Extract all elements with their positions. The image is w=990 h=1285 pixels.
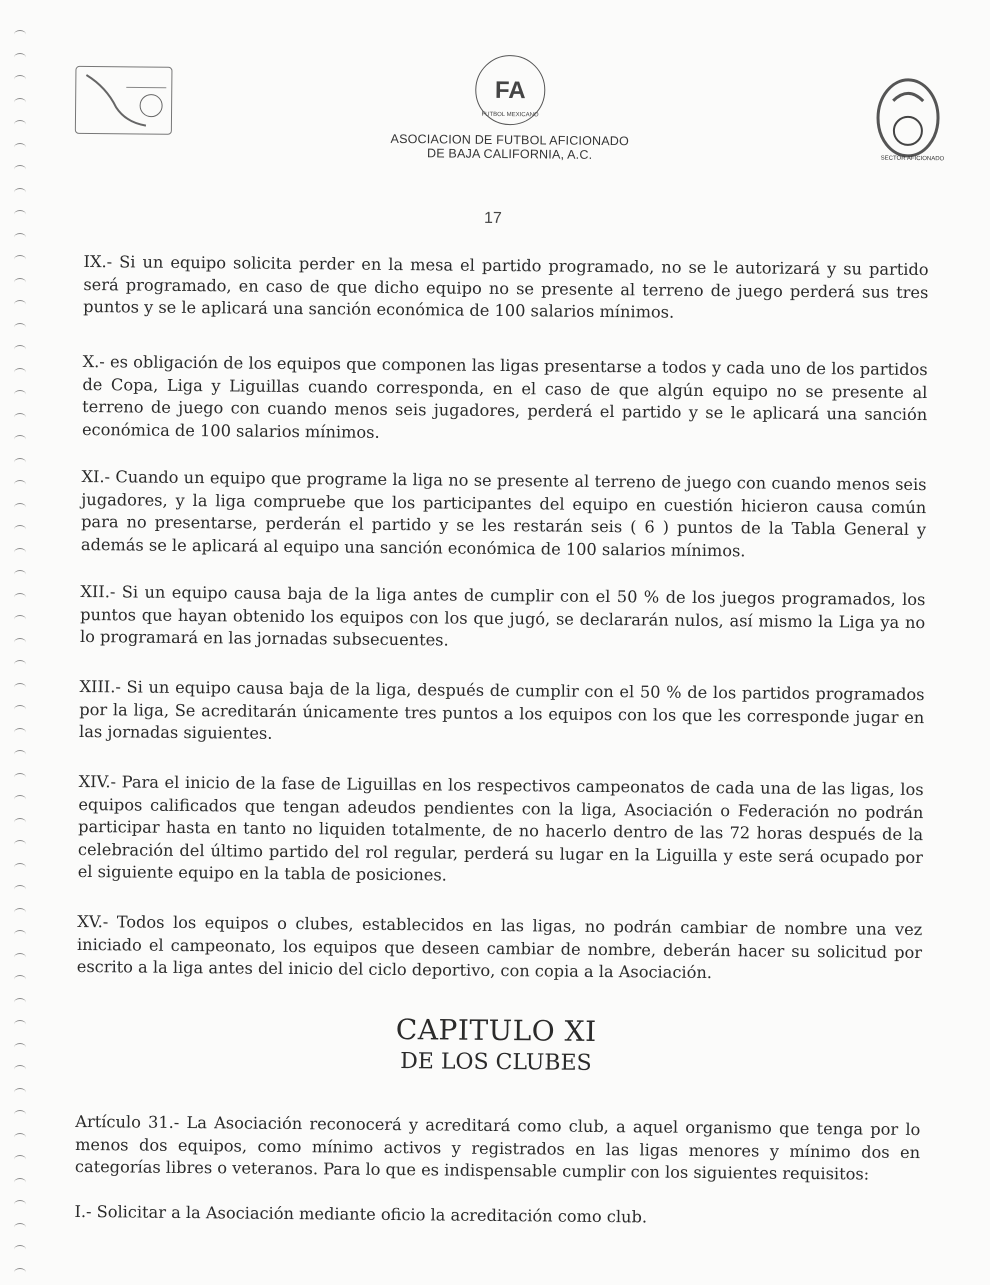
mexico-crest-logo — [873, 76, 944, 167]
paragraph-number: X.- — [83, 352, 105, 371]
organization-name — [335, 131, 685, 162]
requirement-i — [74, 1201, 919, 1232]
paragraph-text: Cuando un equipo que programe la liga no se presente al terreno de juego con cuando menos seis jugadores, y la liga compruebe que los participantes del equipo en cuestión hicieron causa común para no presentarse, perderán el partido y se les restarán seis ( 6 ) puntos de la Tabla General y además se le aplicará al equipo una sanción económica de 100 salarios mínimos. — [81, 467, 927, 560]
paragraph-text: Si un equipo solicita perder en la mesa el partido programado, no se le autorizará y su partido será programado, en caso de que dicho equipo no se presente al terreno de juego perderá sus tres puntos y se le aplicará una sanción económica de 100 salarios mínimos. — [83, 252, 929, 321]
baja-california-logo — [75, 66, 173, 135]
requirement-text: Solicitar a la Asociación mediante oficio la acreditación como club. — [97, 1202, 648, 1226]
paragraph-number: XII.- — [80, 582, 115, 601]
sector-caption: SECTOR AFICIONADO — [881, 156, 945, 163]
article-number: Artículo 31.- — [75, 1112, 179, 1132]
paragraph-xi — [81, 466, 927, 564]
paragraph-number: XIII.- — [79, 677, 121, 696]
paragraph-text: es obligación de los equipos que componen las ligas presentarse a todos y cada uno de los partidos de Copa, Liga y Liguillas cuando corresponda, en el caso de que algún equipo no se presente al terreno de juego con cuando menos seis jugadores, perderá el partido y se le aplicará una sanción económica de 100 salarios mínimos. — [82, 352, 928, 441]
paragraph-number: XV.- — [77, 912, 108, 931]
paragraph-text: Para el inicio de la fase de Liguillas en los respectivos campeonatos de cada una de las ligas, los equipos calificados que tengan adeudos pendientes con la liga, Asociación o Federación no podrán participar hasta en tanto no liquiden totalmente, de no hacerlo dentro de las 72 horas después de la celebración del último partido del rol regular, perderá su lugar en la Liguilla y este será ocupado por el siguiente equipo en la tabla de posiciones. — [78, 772, 924, 884]
article-text: La Asociación reconocerá y acreditará como club, a aquel organismo que tenga por lo menos dos equipos, como mínimo activos y registrados en las ligas menores y mínimo dos en categorías libres o veteranos. Para lo que es indispensable cumplir con los siguientes requisitos: — [75, 1113, 921, 1184]
chapter-subtitle: DE LOS CLUBES — [0, 1045, 990, 1080]
fmf-logo — [475, 55, 546, 126]
paragraph-x — [82, 351, 928, 449]
svg-text:FA: FA — [495, 77, 526, 104]
paragraph-text: Todos los equipos o clubes, establecidos en las ligas, no podrán cambiar de nombre una vez iniciado el campeonato, los equipos que deseen cambiar de nombre, deberán hacer su solicitud por escrito a la liga antes del inicio del ciclo deportivo, con copia a la Asociación. — [77, 912, 923, 982]
chapter-title: CAPITULO XI — [0, 1009, 990, 1052]
paragraph-xiv — [78, 771, 924, 892]
paragraph-text: Si un equipo causa baja de la liga, después de cumplir con el 50 % de los partidos programados por la liga, Se acreditarán únicamente tres puntos a los equipos con los que les corresponde jugar en las jornadas siguientes. — [79, 677, 925, 742]
paragraph-text: Si un equipo causa baja de la liga antes de cumplir con el 50 % de los juegos programados, los puntos que hayan obtenido los equipos con los que jugó, se declararán nulos, así mismo la Liga ya no lo programará en las jornadas subsecuentes. — [80, 582, 926, 649]
article-31 — [75, 1111, 921, 1187]
org-line-2: DE BAJA CALIFORNIA, A.C. — [335, 145, 685, 162]
paragraph-xiii — [79, 676, 925, 752]
paragraph-xii — [80, 581, 926, 657]
paragraph-number: XIV.- — [79, 772, 117, 791]
paragraph-number: XI.- — [81, 467, 110, 486]
paragraph-number: IX.- — [84, 252, 113, 271]
paragraph-ix — [83, 251, 929, 327]
requirement-number: I.- — [74, 1202, 91, 1221]
svg-text:FUTBOL MEXICANO: FUTBOL MEXICANO — [481, 112, 539, 119]
org-line-1: ASOCIACION DE FUTBOL AFICIONADO — [335, 131, 685, 148]
paragraph-xv — [77, 911, 923, 987]
page-number: 17 — [484, 210, 502, 228]
